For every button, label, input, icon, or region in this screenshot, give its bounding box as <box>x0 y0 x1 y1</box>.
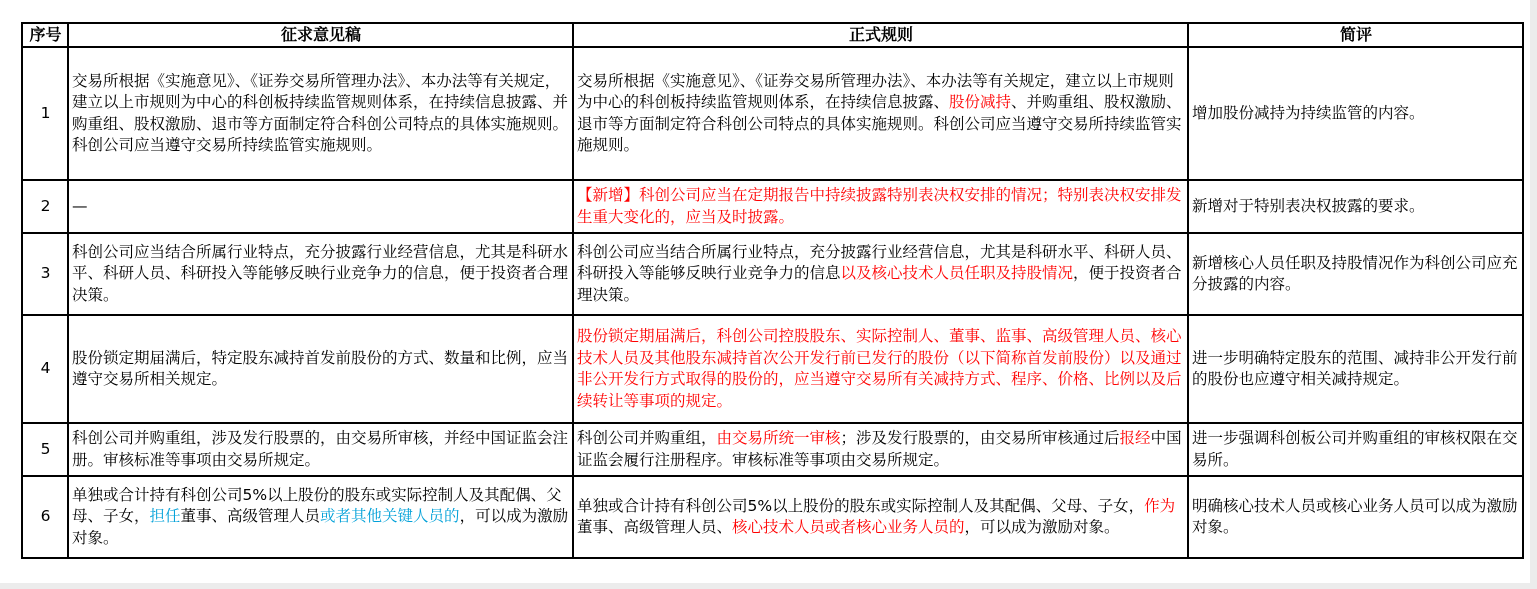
highlighted-text-segment: 股份锁定期届满后，科创公司控股股东、实际控制人、董事、监事、高级管理人员、核心技术人员及其他股东减持首次公开发行前已发行的股份（以下简称首发前股份）以及通过非公开发行方式取得的股份的，应当遵守交易所有关减持方式、程序、价格、比例以及后续转让等事项的规定。 <box>577 327 1182 410</box>
table-row <box>22 180 1523 233</box>
table-row <box>22 47 1523 180</box>
header-cell-number[interactable]: 序号 <box>22 23 68 47</box>
window-edge-right <box>1530 0 1537 589</box>
final-cell[interactable] <box>573 180 1188 233</box>
window-edge-bottom <box>0 583 1537 589</box>
text-segment: 交易所根据《实施意见》、《证券交易所管理办法》、本办法等有关规定，建立以上市规则为中心的科创板持续监管规则体系，在持续信息披露、并购重组、股权激励、退市等方面制定符合科创公司特点的具体实施规则。科创公司应当遵守交易所持续监管实施规则。 <box>72 71 569 154</box>
draft-cell[interactable] <box>68 315 573 423</box>
text-segment: ；涉及发行股票的，由交易所审核通过后 <box>840 429 1120 447</box>
text-segment: 、并购重组、股权激励、退市等方面制定符合科创公司特点的具体实施规则。科创公司应当遵守交易所持续监管实施规则。 <box>577 93 1182 154</box>
final-cell[interactable] <box>573 476 1188 558</box>
draft-cell[interactable] <box>68 47 573 180</box>
text-segment: 董事、高级管理人员 <box>180 507 321 526</box>
header-cell-comment[interactable]: 简评 <box>1188 23 1523 47</box>
text-segment: 单独或合计持有科创公司5%以上股份的股东或实际控制人及其配偶、父母、子女， <box>577 496 1145 515</box>
text-segment: 科创公司并购重组， <box>577 429 717 447</box>
text-segment: 董事、高级管理人员、 <box>577 518 733 536</box>
highlighted-text-segment: 【新增】科创公司应当在定期报告中持续披露特别表决权安排的情况；特别表决权安排发生重大变化的，应当及时披露。 <box>577 186 1182 226</box>
table-row <box>22 233 1523 315</box>
header-row <box>22 23 1523 47</box>
header-cell-final[interactable]: 正式规则 <box>573 23 1188 47</box>
highlighted-text-segment: 核心技术人员或者核心业务人员的 <box>732 518 965 536</box>
highlighted-text-segment: 作为 <box>1144 496 1176 515</box>
draft-cell[interactable] <box>68 233 573 315</box>
comment-cell[interactable]: 明确核心技术人员或核心业务人员可以成为激励对象。 <box>1188 476 1523 558</box>
comparison-table <box>21 22 1524 559</box>
text-segment: ，可以成为激励对象。 <box>72 507 569 547</box>
text-segment: 单独或合计持有科创公司5%以上股份的股东或实际控制人及其配偶、父母、子女， <box>72 485 562 526</box>
final-cell[interactable] <box>573 233 1188 315</box>
text-segment: 中国证监会履行注册程序。审核标准等事项由交易所规定。 <box>577 429 1182 469</box>
draft-cell[interactable] <box>68 476 573 558</box>
final-cell[interactable] <box>573 423 1188 476</box>
comment-cell[interactable]: 进一步强调科创板公司并购重组的审核权限在交易所。 <box>1188 423 1523 476</box>
row-number-cell[interactable]: 1 <box>22 47 68 180</box>
highlighted-text-segment: 由交易所统一审核 <box>716 429 841 447</box>
header-cell-draft[interactable]: 征求意见稿 <box>68 23 573 47</box>
final-cell[interactable] <box>573 315 1188 423</box>
row-number-cell[interactable]: 3 <box>22 233 68 315</box>
text-segment: 股份锁定期届满后，特定股东减持首发前股份的方式、数量和比例，应当遵守交易所相关规定。 <box>72 348 569 388</box>
comment-cell[interactable]: 新增核心人员任职及持股情况作为科创公司应充分披露的内容。 <box>1188 233 1523 315</box>
comment-cell[interactable]: 新增对于特别表决权披露的要求。 <box>1188 180 1523 233</box>
comment-cell[interactable]: 增加股份减持为持续监管的内容。 <box>1188 47 1523 180</box>
text-segment: 科创公司应当结合所属行业特点，充分披露行业经营信息，尤其是科研水平、科研人员、科研投入等能够反映行业竞争力的信息，便于投资者合理决策。 <box>72 242 569 304</box>
table-row <box>22 476 1523 558</box>
text-segment: ，便于投资者合理决策。 <box>577 264 1182 304</box>
final-cell[interactable] <box>573 47 1188 180</box>
highlighted-text-segment: 担任 <box>149 507 181 526</box>
row-number-cell[interactable]: 6 <box>22 476 68 558</box>
text-segment: 科创公司应当结合所属行业特点，充分披露行业经营信息，尤其是科研水平、科研人员、科研投入等能够反映行业竞争力的信息 <box>577 242 1182 283</box>
draft-cell[interactable] <box>68 180 573 233</box>
comment-cell[interactable]: 进一步明确特定股东的范围、减持非公开发行前的股份也应遵守相关减持规定。 <box>1188 315 1523 423</box>
row-number-cell[interactable]: 2 <box>22 180 68 233</box>
table-row <box>22 423 1523 476</box>
text-segment: ，可以成为激励对象。 <box>964 518 1120 536</box>
text-segment: 科创公司并购重组，涉及发行股票的，由交易所审核，并经中国证监会注册。审核标准等事项由交易所规定。 <box>72 429 569 469</box>
highlighted-text-segment: 股份减持 <box>949 93 1012 111</box>
text-segment: — <box>72 196 88 215</box>
draft-cell[interactable] <box>68 423 573 476</box>
highlighted-text-segment: 或者其他关键人员的 <box>320 507 460 526</box>
row-number-cell[interactable]: 4 <box>22 315 68 423</box>
highlighted-text-segment: 报经 <box>1119 429 1151 447</box>
table-row <box>22 315 1523 423</box>
highlighted-text-segment: 以及核心技术人员任职及持股情况 <box>840 264 1074 283</box>
row-number-cell[interactable]: 5 <box>22 423 68 476</box>
text-segment: 交易所根据《实施意见》、《证券交易所管理办法》、本办法等有关规定，建立以上市规则为中心的科创板持续监管规则体系，在持续信息披露、 <box>577 71 1174 111</box>
